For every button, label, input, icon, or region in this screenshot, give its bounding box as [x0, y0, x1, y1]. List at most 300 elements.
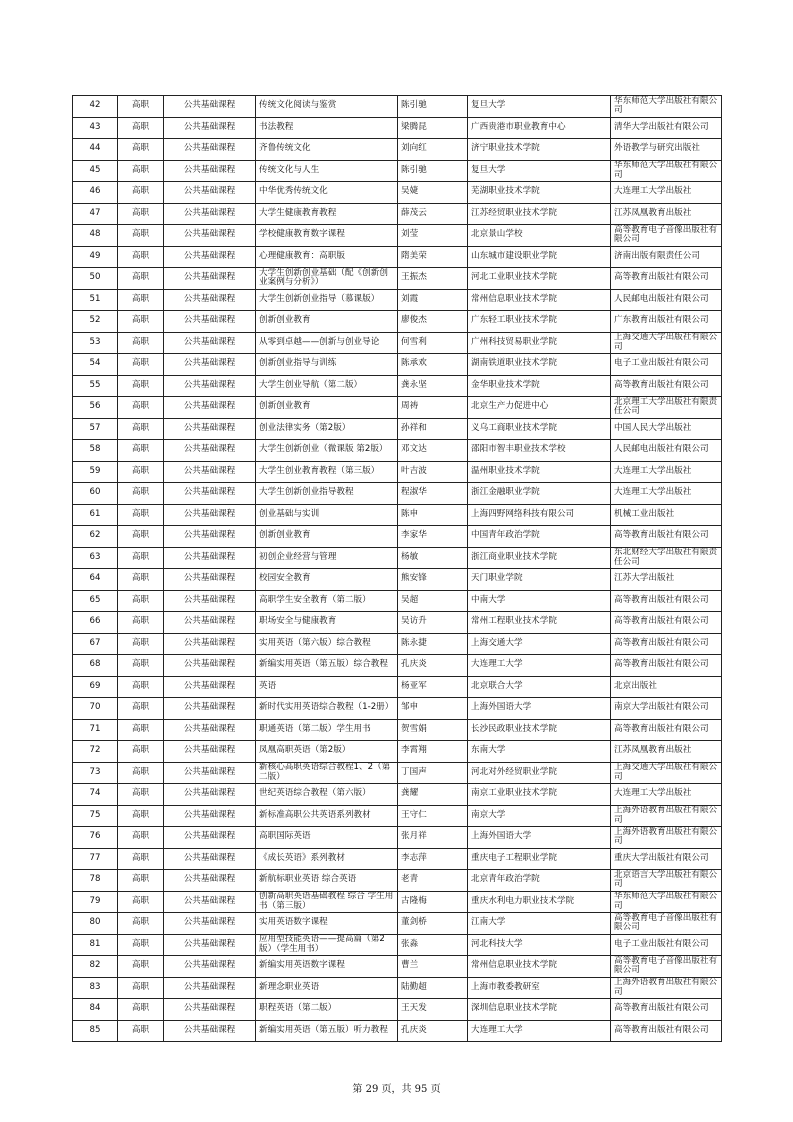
level-cell: 高职 — [118, 827, 164, 849]
table-row — [73, 805, 722, 827]
course-title-cell: 齐鲁传统文化 — [256, 139, 398, 161]
row-number-cell: 66 — [73, 612, 118, 634]
row-number-cell: 65 — [73, 590, 118, 612]
course-category-cell: 公共基础课程 — [164, 784, 256, 806]
table-row — [73, 784, 722, 806]
course-category-cell: 公共基础课程 — [164, 977, 256, 999]
table-row — [73, 569, 722, 591]
row-number-cell: 79 — [73, 891, 118, 913]
author-cell: 孔庆炎 — [398, 1020, 468, 1042]
table-row — [73, 117, 722, 139]
row-number-cell: 60 — [73, 483, 118, 505]
course-category-cell: 公共基础课程 — [164, 913, 256, 935]
course-title-cell: 创业法律实务（第2版） — [256, 418, 398, 440]
author-cell: 陈永捷 — [398, 633, 468, 655]
institution-cell: 上海四野网络科技有限公司 — [468, 504, 611, 526]
table-row — [73, 547, 722, 569]
row-number-cell: 62 — [73, 526, 118, 548]
institution-cell: 山东城市建设职业学院 — [468, 246, 611, 268]
course-category-cell: 公共基础课程 — [164, 139, 256, 161]
author-cell: 丁国声 — [398, 762, 468, 784]
institution-cell: 义乌工商职业技术学院 — [468, 418, 611, 440]
institution-cell: 浙江金融职业学院 — [468, 483, 611, 505]
level-cell: 高职 — [118, 848, 164, 870]
row-number-cell: 57 — [73, 418, 118, 440]
author-cell: 廖俊杰 — [398, 311, 468, 333]
level-cell: 高职 — [118, 977, 164, 999]
row-number-cell: 44 — [73, 139, 118, 161]
course-category-cell: 公共基础课程 — [164, 375, 256, 397]
row-number-cell: 70 — [73, 698, 118, 720]
author-cell: 李霄翔 — [398, 741, 468, 763]
level-cell: 高职 — [118, 934, 164, 956]
course-category-cell: 公共基础课程 — [164, 1020, 256, 1042]
course-title-cell: 创新创业教育 — [256, 526, 398, 548]
author-cell: 陈承欢 — [398, 354, 468, 376]
author-cell: 吴婕 — [398, 182, 468, 204]
author-cell: 龚永坚 — [398, 375, 468, 397]
institution-cell: 大连理工大学 — [468, 655, 611, 677]
author-cell: 刘向红 — [398, 139, 468, 161]
level-cell: 高职 — [118, 160, 164, 182]
row-number-cell: 73 — [73, 762, 118, 784]
publisher-cell: 高等教育出版社有限公司 — [611, 1020, 722, 1042]
table-row — [73, 418, 722, 440]
author-cell: 陈引驰 — [398, 96, 468, 118]
row-number-cell: 50 — [73, 268, 118, 290]
row-number-cell: 80 — [73, 913, 118, 935]
institution-cell: 河北对外经贸职业学院 — [468, 762, 611, 784]
table-row — [73, 999, 722, 1021]
publisher-cell: 高等教育出版社有限公司 — [611, 633, 722, 655]
author-cell: 古隆梅 — [398, 891, 468, 913]
page-footer: 第 29 页，共 95 页 — [352, 1084, 441, 1095]
table-row — [73, 461, 722, 483]
publisher-cell: 外语教学与研究出版社 — [611, 139, 722, 161]
publisher-cell: 高等教育出版社有限公司 — [611, 268, 722, 290]
course-category-cell: 公共基础课程 — [164, 182, 256, 204]
level-cell: 高职 — [118, 225, 164, 247]
institution-cell: 浙江商业职业技术学院 — [468, 547, 611, 569]
table-row — [73, 676, 722, 698]
course-category-cell: 公共基础课程 — [164, 225, 256, 247]
course-title-cell: 传统文化阅读与鉴赏 — [256, 96, 398, 118]
institution-cell: 上海外国语大学 — [468, 827, 611, 849]
level-cell: 高职 — [118, 117, 164, 139]
publisher-cell: 大连理工大学出版社 — [611, 784, 722, 806]
row-number-cell: 61 — [73, 504, 118, 526]
course-category-cell: 公共基础课程 — [164, 891, 256, 913]
level-cell: 高职 — [118, 870, 164, 892]
publisher-cell: 江苏大学出版社 — [611, 569, 722, 591]
author-cell: 刘莹 — [398, 225, 468, 247]
publisher-cell: 高等教育电子音像出版社有限公司 — [611, 913, 722, 935]
table-row — [73, 397, 722, 419]
level-cell: 高职 — [118, 526, 164, 548]
row-number-cell: 53 — [73, 332, 118, 354]
table-row — [73, 289, 722, 311]
table-row — [73, 225, 722, 247]
publisher-cell: 北京出版社 — [611, 676, 722, 698]
course-category-cell: 公共基础课程 — [164, 547, 256, 569]
table-row — [73, 590, 722, 612]
course-title-cell: 初创企业经营与管理 — [256, 547, 398, 569]
publisher-cell: 电子工业出版社有限公司 — [611, 354, 722, 376]
publisher-cell: 大连理工大学出版社 — [611, 182, 722, 204]
table-row — [73, 160, 722, 182]
course-title-cell: 大学生创新创业指导教程 — [256, 483, 398, 505]
row-number-cell: 81 — [73, 934, 118, 956]
table-row — [73, 698, 722, 720]
level-cell: 高职 — [118, 590, 164, 612]
level-cell: 高职 — [118, 504, 164, 526]
publisher-cell: 广东教育出版社有限公司 — [611, 311, 722, 333]
course-title-cell: 创新创业教育 — [256, 311, 398, 333]
row-number-cell: 67 — [73, 633, 118, 655]
level-cell: 高职 — [118, 784, 164, 806]
course-title-cell: 世纪英语综合教程（第六版） — [256, 784, 398, 806]
level-cell: 高职 — [118, 440, 164, 462]
course-title-cell: 新标准高职公共英语系列教材 — [256, 805, 398, 827]
course-title-cell: 新核心高职英语综合教程1、2（第二版） — [256, 762, 398, 784]
table-row — [73, 268, 722, 290]
table-row — [73, 139, 722, 161]
author-cell: 李志萍 — [398, 848, 468, 870]
course-title-cell: 大学生创业导航（第二版） — [256, 375, 398, 397]
publisher-cell: 大连理工大学出版社 — [611, 461, 722, 483]
publisher-cell: 高等教育出版社有限公司 — [611, 612, 722, 634]
author-cell: 龚耀 — [398, 784, 468, 806]
author-cell: 王守仁 — [398, 805, 468, 827]
row-number-cell: 72 — [73, 741, 118, 763]
institution-cell: 湖南铁道职业技术学院 — [468, 354, 611, 376]
row-number-cell: 43 — [73, 117, 118, 139]
publisher-cell: 大连理工大学出版社 — [611, 483, 722, 505]
course-title-cell: 实用英语（第六版）综合教程 — [256, 633, 398, 655]
table-row — [73, 934, 722, 956]
institution-cell: 上海市教委教研室 — [468, 977, 611, 999]
publisher-cell: 江苏凤凰教育出版社 — [611, 203, 722, 225]
institution-cell: 常州信息职业技术学院 — [468, 956, 611, 978]
course-title-cell: 新航标职业英语 综合英语 — [256, 870, 398, 892]
course-title-cell: 学校健康教育数字课程 — [256, 225, 398, 247]
level-cell: 高职 — [118, 805, 164, 827]
publisher-cell: 重庆大学出版社有限公司 — [611, 848, 722, 870]
author-cell: 吴超 — [398, 590, 468, 612]
course-title-cell: 书法教程 — [256, 117, 398, 139]
author-cell: 隋美荣 — [398, 246, 468, 268]
course-category-cell: 公共基础课程 — [164, 397, 256, 419]
row-number-cell: 46 — [73, 182, 118, 204]
course-category-cell: 公共基础课程 — [164, 268, 256, 290]
row-number-cell: 45 — [73, 160, 118, 182]
level-cell: 高职 — [118, 354, 164, 376]
table-row — [73, 827, 722, 849]
institution-cell: 天门职业学院 — [468, 569, 611, 591]
level-cell: 高职 — [118, 332, 164, 354]
author-cell: 熊安锋 — [398, 569, 468, 591]
row-number-cell: 85 — [73, 1020, 118, 1042]
course-category-cell: 公共基础课程 — [164, 655, 256, 677]
table-row — [73, 311, 722, 333]
publisher-cell: 高等教育出版社有限公司 — [611, 526, 722, 548]
institution-cell: 芜湖职业技术学院 — [468, 182, 611, 204]
course-category-cell: 公共基础课程 — [164, 311, 256, 333]
table-row — [73, 1020, 722, 1042]
institution-cell: 大连理工大学 — [468, 1020, 611, 1042]
row-number-cell: 47 — [73, 203, 118, 225]
table-row — [73, 891, 722, 913]
publisher-cell: 上海外语教育出版社有限公司 — [611, 827, 722, 849]
row-number-cell: 83 — [73, 977, 118, 999]
table-row — [73, 483, 722, 505]
author-cell: 张月祥 — [398, 827, 468, 849]
course-title-cell: 从零到卓越——创新与创业导论 — [256, 332, 398, 354]
institution-cell: 东南大学 — [468, 741, 611, 763]
publisher-cell: 华东师范大学出版社有限公司 — [611, 96, 722, 118]
level-cell: 高职 — [118, 311, 164, 333]
row-number-cell: 77 — [73, 848, 118, 870]
table-row — [73, 977, 722, 999]
publisher-cell: 高等教育出版社有限公司 — [611, 590, 722, 612]
table-body — [73, 96, 722, 1042]
institution-cell: 常州信息职业技术学院 — [468, 289, 611, 311]
institution-cell: 中国青年政治学院 — [468, 526, 611, 548]
course-title-cell: 大学生创新创业基础（配《创新创业案例与分析》） — [256, 268, 398, 290]
publisher-cell: 江苏凤凰教育出版社 — [611, 741, 722, 763]
course-title-cell: 凤凰高职英语（第2版） — [256, 741, 398, 763]
course-category-cell: 公共基础课程 — [164, 569, 256, 591]
author-cell: 张淼 — [398, 934, 468, 956]
publisher-cell: 北京理工大学出版社有限责任公司 — [611, 397, 722, 419]
institution-cell: 长沙民政职业技术学院 — [468, 719, 611, 741]
row-number-cell: 42 — [73, 96, 118, 118]
author-cell: 陈引驰 — [398, 160, 468, 182]
author-cell: 孔庆炎 — [398, 655, 468, 677]
institution-cell: 邵阳市智丰职业技术学校 — [468, 440, 611, 462]
course-category-cell: 公共基础课程 — [164, 418, 256, 440]
author-cell: 贺雪娟 — [398, 719, 468, 741]
course-category-cell: 公共基础课程 — [164, 612, 256, 634]
course-title-cell: 新时代实用英语综合教程（1-2册） — [256, 698, 398, 720]
level-cell: 高职 — [118, 741, 164, 763]
course-title-cell: 中华优秀传统文化 — [256, 182, 398, 204]
author-cell: 孙祥和 — [398, 418, 468, 440]
publisher-cell: 上海外语教育出版社有限公司 — [611, 805, 722, 827]
level-cell: 高职 — [118, 913, 164, 935]
course-title-cell: 职通英语（第二版）学生用书 — [256, 719, 398, 741]
institution-cell: 常州工程职业技术学院 — [468, 612, 611, 634]
institution-cell: 上海交通大学 — [468, 633, 611, 655]
level-cell: 高职 — [118, 655, 164, 677]
publisher-cell: 中国人民大学出版社 — [611, 418, 722, 440]
level-cell: 高职 — [118, 461, 164, 483]
course-title-cell: 大学生创新创业指导（慕课版） — [256, 289, 398, 311]
course-category-cell: 公共基础课程 — [164, 354, 256, 376]
institution-cell: 重庆电子工程职业学院 — [468, 848, 611, 870]
row-number-cell: 78 — [73, 870, 118, 892]
table-row — [73, 440, 722, 462]
author-cell: 梁腾昆 — [398, 117, 468, 139]
publisher-cell: 济南出版有限责任公司 — [611, 246, 722, 268]
institution-cell: 广西贵港市职业教育中心 — [468, 117, 611, 139]
table-row — [73, 633, 722, 655]
course-title-cell: 创新创业指导与训练 — [256, 354, 398, 376]
course-title-cell: 创新创业教育 — [256, 397, 398, 419]
publisher-cell: 华东师范大学出版社有限公司 — [611, 891, 722, 913]
row-number-cell: 58 — [73, 440, 118, 462]
course-title-cell: 创业基础与实训 — [256, 504, 398, 526]
textbook-list-table — [72, 95, 722, 1042]
institution-cell: 中南大学 — [468, 590, 611, 612]
course-category-cell: 公共基础课程 — [164, 203, 256, 225]
institution-cell: 江南大学 — [468, 913, 611, 935]
publisher-cell: 清华大学出版社有限公司 — [611, 117, 722, 139]
publisher-cell: 南京大学出版社有限公司 — [611, 698, 722, 720]
row-number-cell: 71 — [73, 719, 118, 741]
institution-cell: 金华职业技术学院 — [468, 375, 611, 397]
row-number-cell: 51 — [73, 289, 118, 311]
table-row — [73, 741, 722, 763]
institution-cell: 河北科技大学 — [468, 934, 611, 956]
course-category-cell: 公共基础课程 — [164, 483, 256, 505]
course-category-cell: 公共基础课程 — [164, 999, 256, 1021]
course-title-cell: 大学生健康教育教程 — [256, 203, 398, 225]
course-category-cell: 公共基础课程 — [164, 719, 256, 741]
author-cell: 曹兰 — [398, 956, 468, 978]
row-number-cell: 75 — [73, 805, 118, 827]
table-row — [73, 956, 722, 978]
row-number-cell: 48 — [73, 225, 118, 247]
institution-cell: 复旦大学 — [468, 160, 611, 182]
author-cell: 周祷 — [398, 397, 468, 419]
table-row — [73, 612, 722, 634]
table-row — [73, 375, 722, 397]
publisher-cell: 上海交通大学出版社有限公司 — [611, 762, 722, 784]
table-row — [73, 762, 722, 784]
level-cell: 高职 — [118, 698, 164, 720]
level-cell: 高职 — [118, 483, 164, 505]
level-cell: 高职 — [118, 139, 164, 161]
institution-cell: 温州职业技术学院 — [468, 461, 611, 483]
publisher-cell: 电子工业出版社有限公司 — [611, 934, 722, 956]
table-row — [73, 182, 722, 204]
course-title-cell: 《成长英语》系列教材 — [256, 848, 398, 870]
course-category-cell: 公共基础课程 — [164, 526, 256, 548]
publisher-cell: 北京语言大学出版社有限公司 — [611, 870, 722, 892]
row-number-cell: 56 — [73, 397, 118, 419]
publisher-cell: 高等教育电子音像出版社有限公司 — [611, 956, 722, 978]
course-title-cell: 实用英语数字课程 — [256, 913, 398, 935]
course-title-cell: 高职国际英语 — [256, 827, 398, 849]
course-title-cell: 创新高职英语基础教程 综合 学生用书（第三版） — [256, 891, 398, 913]
level-cell: 高职 — [118, 418, 164, 440]
level-cell: 高职 — [118, 999, 164, 1021]
course-title-cell: 职场安全与健康教育 — [256, 612, 398, 634]
institution-cell: 上海外国语大学 — [468, 698, 611, 720]
level-cell: 高职 — [118, 203, 164, 225]
course-category-cell: 公共基础课程 — [164, 633, 256, 655]
author-cell: 叶吉波 — [398, 461, 468, 483]
course-category-cell: 公共基础课程 — [164, 827, 256, 849]
publisher-cell: 人民邮电出版社有限公司 — [611, 289, 722, 311]
course-category-cell: 公共基础课程 — [164, 762, 256, 784]
author-cell: 李家华 — [398, 526, 468, 548]
publisher-cell: 人民邮电出版社有限公司 — [611, 440, 722, 462]
row-number-cell: 52 — [73, 311, 118, 333]
author-cell: 陆勤超 — [398, 977, 468, 999]
institution-cell: 广州科技贸易职业学院 — [468, 332, 611, 354]
level-cell: 高职 — [118, 719, 164, 741]
row-number-cell: 69 — [73, 676, 118, 698]
level-cell: 高职 — [118, 289, 164, 311]
institution-cell: 南京工业职业技术学院 — [468, 784, 611, 806]
author-cell: 薛茂云 — [398, 203, 468, 225]
publisher-cell: 上海外语教育出版社有限公司 — [611, 977, 722, 999]
institution-cell: 北京景山学校 — [468, 225, 611, 247]
course-category-cell: 公共基础课程 — [164, 956, 256, 978]
institution-cell: 南京大学 — [468, 805, 611, 827]
course-category-cell: 公共基础课程 — [164, 289, 256, 311]
course-category-cell: 公共基础课程 — [164, 934, 256, 956]
course-title-cell: 新编实用英语（第五版）综合教程 — [256, 655, 398, 677]
publisher-cell: 上海交通大学出版社有限公司 — [611, 332, 722, 354]
level-cell: 高职 — [118, 182, 164, 204]
level-cell: 高职 — [118, 569, 164, 591]
course-title-cell: 英语 — [256, 676, 398, 698]
level-cell: 高职 — [118, 612, 164, 634]
author-cell: 邓文达 — [398, 440, 468, 462]
course-title-cell: 职程英语（第二版） — [256, 999, 398, 1021]
table-row — [73, 332, 722, 354]
institution-cell: 深圳信息职业技术学院 — [468, 999, 611, 1021]
table-row — [73, 203, 722, 225]
level-cell: 高职 — [118, 762, 164, 784]
level-cell: 高职 — [118, 956, 164, 978]
table-row — [73, 504, 722, 526]
table-row — [73, 354, 722, 376]
course-category-cell: 公共基础课程 — [164, 741, 256, 763]
course-title-cell: 新编实用英语（第五版）听力教程 — [256, 1020, 398, 1042]
level-cell: 高职 — [118, 676, 164, 698]
course-category-cell: 公共基础课程 — [164, 504, 256, 526]
author-cell: 王振杰 — [398, 268, 468, 290]
row-number-cell: 55 — [73, 375, 118, 397]
level-cell: 高职 — [118, 633, 164, 655]
publisher-cell: 东北财经大学出版社有限责任公司 — [611, 547, 722, 569]
row-number-cell: 76 — [73, 827, 118, 849]
level-cell: 高职 — [118, 375, 164, 397]
level-cell: 高职 — [118, 268, 164, 290]
row-number-cell: 82 — [73, 956, 118, 978]
course-category-cell: 公共基础课程 — [164, 805, 256, 827]
publisher-cell: 高等教育出版社有限公司 — [611, 999, 722, 1021]
row-number-cell: 54 — [73, 354, 118, 376]
table-row — [73, 913, 722, 935]
institution-cell: 北京青年政治学院 — [468, 870, 611, 892]
author-cell: 董剑桥 — [398, 913, 468, 935]
level-cell: 高职 — [118, 1020, 164, 1042]
course-category-cell: 公共基础课程 — [164, 96, 256, 118]
author-cell: 何雪利 — [398, 332, 468, 354]
level-cell: 高职 — [118, 96, 164, 118]
course-title-cell: 大学生创业教育教程（第三版） — [256, 461, 398, 483]
author-cell: 老青 — [398, 870, 468, 892]
course-category-cell: 公共基础课程 — [164, 440, 256, 462]
author-cell: 杨亚军 — [398, 676, 468, 698]
author-cell: 王天发 — [398, 999, 468, 1021]
course-title-cell: 大学生创新创业（微课版 第2版） — [256, 440, 398, 462]
